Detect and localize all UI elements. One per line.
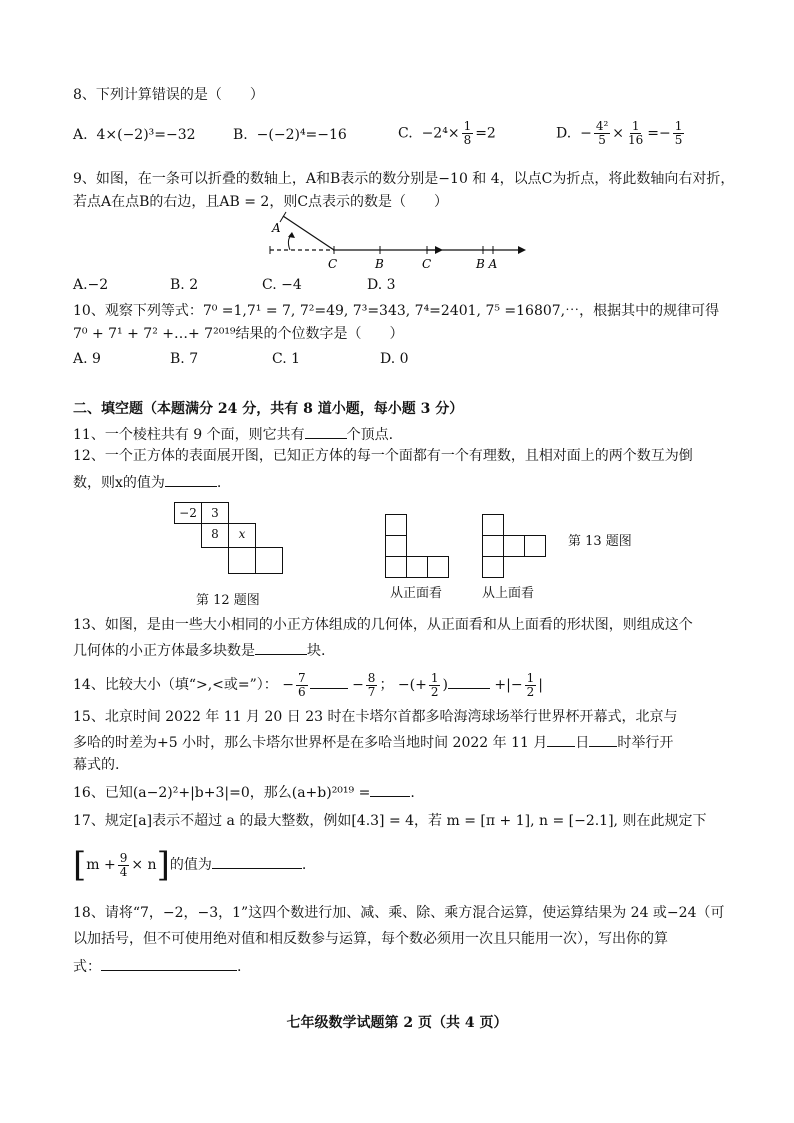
q12-answer-blank[interactable] (165, 472, 217, 487)
q10-line1: 10、观察下列等式：7⁰ =1,7¹ = 7, 7²=49, 7³=343, 7⁴=2401, 7⁵ =16807,⋯，根据其中的规律可得 (73, 303, 720, 319)
q15-line3: 幕式的. (73, 757, 120, 773)
q15-line1: 15、北京时间 2022 年 11 月 20 日 23 时在卡塔尔首都多哈海湾球场举行世界杯开幕式，北京与 (73, 709, 678, 725)
q10-option-d: D. 0 (380, 351, 409, 367)
q18-line1: 18、请将“7，−2，−3，1”这四个数进行加、减、乘、除、乘方混合运算，使运算结果为 24 或−24（可 (73, 905, 725, 921)
top-view-cell (482, 556, 504, 578)
front-view-cell (385, 556, 407, 578)
q13-caption: 第 13 题图 (568, 534, 632, 549)
q13-front-caption: 从正面看 (390, 586, 443, 601)
q17-line1: 17、规定[a]表示不超过 a 的最大整数，例如[4.3] = 4，若 m = [π + 1], n = [−2.1], 则在此规定下 (73, 813, 707, 829)
q9-option-b: B. 2 (170, 277, 199, 293)
q15-hour-blank[interactable] (589, 732, 617, 747)
q9-line2: 若点A在点B的右边，且AB = 2，则C点表示的数是（ ） (73, 194, 449, 210)
q10-option-a: A. 9 (73, 351, 101, 367)
q9-option-d: D. 3 (367, 277, 396, 293)
q8-option-a: A. 4×(−2)³=−32 (73, 127, 196, 143)
q13-top-caption: 从上面看 (482, 586, 535, 601)
front-view-cell (406, 556, 428, 578)
q9-option-a: A.−2 (73, 277, 109, 293)
q12-caption: 第 12 题图 (196, 593, 260, 608)
q12-line1: 12、一个正方体的表面展开图，已知正方体的每一个面都有一个有理数，且相对面上的两个数互为倒 (73, 448, 693, 464)
front-view-cell (385, 535, 407, 557)
q13-line2: 几何体的小正方体最多块数是 块. (73, 640, 325, 660)
q12-line2: 数，则x的值为 . (73, 472, 221, 492)
q10-line2: 7⁰ + 7¹ + 7² +…+ 7²⁰¹⁹结果的个位数字是（ ） (73, 326, 404, 342)
q9-option-c: C. −4 (262, 277, 302, 293)
q16: 16、已知(a−2)²+|b+3|=0，那么(a+b)²⁰¹⁹ = . (73, 782, 415, 802)
q9-fig-label-c: C (328, 257, 338, 271)
q8-option-c: C. −2⁴× $\frac{1}{8}$ =2 (398, 119, 496, 147)
q10-option-b: B. 7 (170, 351, 199, 367)
q8-stem: 8、下列计算错误的是（ ） (73, 87, 264, 103)
q12-net-cell-x: x (228, 523, 256, 548)
q9-figure (250, 210, 540, 272)
q13-answer-blank[interactable] (255, 640, 307, 655)
q12-net-cell (255, 547, 283, 574)
front-view-cell (385, 514, 407, 536)
q11-answer-blank[interactable] (305, 424, 347, 439)
q8-option-b: B. −(−2)⁴=−16 (233, 127, 347, 143)
q8-option-d: D. − $\frac{\text{4²}}{5}$ × $\frac{1}{16}$ =− $\frac{1}{5}$ (556, 119, 683, 147)
q14: 14、比较大小（填“>,<或=”）： − $\frac{7}{6}$ − $\frac{8}{7}$ ； −(+ $\frac{1}{2}$ ) +|− $\frac{1}{2}$ | (73, 670, 543, 699)
top-view-cell (482, 535, 504, 557)
q18-line3: 式： . (73, 956, 241, 976)
q17-line2: [m + $\frac{9}{4}$ × n]的值为 . (73, 845, 307, 885)
q13-line1: 13、如图，是由一些大小相同的小正方体组成的几何体，从正面看和从上面看的形状图，则组成这个 (73, 617, 693, 633)
q11: 11、一个棱柱共有 9 个面，则它共有 个顶点. (73, 424, 393, 444)
q9-fig-label-ba: B A (476, 257, 498, 271)
q10-option-c: C. 1 (272, 351, 301, 367)
section-2-title: 二、填空题（本题满分 24 分，共有 8 道小题，每小题 3 分） (73, 401, 464, 417)
q15-day-blank[interactable] (547, 732, 575, 747)
q14-blank-1[interactable] (310, 674, 348, 689)
q12-net-cell-8: 8 (201, 523, 229, 548)
q18-answer-blank[interactable] (101, 956, 237, 971)
q15-line2: 多哈的时差为+5 小时，那么卡塔尔世界杯是在多哈当地时间 2022 年 11 月 日 时举行开 (73, 732, 673, 752)
top-view-cell (482, 514, 504, 536)
q9-fig-label-b: B (375, 257, 384, 271)
top-view-cell (524, 535, 546, 557)
top-view-cell (503, 535, 525, 557)
q16-answer-blank[interactable] (370, 782, 410, 797)
front-view-cell (427, 556, 449, 578)
page-footer: 七年级数学试题第 2 页（共 4 页） (286, 1015, 508, 1031)
q12-net-cell (228, 547, 256, 574)
q12-net-cell-neg2: −2 (174, 502, 202, 524)
q9-line1: 9、如图，在一条可以折叠的数轴上，A和B表示的数分别是−10 和 4，以点C为折点，将此数轴向右对折， (73, 171, 735, 187)
q18-line2: 以加括号，但不可使用绝对值和相反数参与运算，每个数必须用一次且只能用一次），写出你的算 (73, 931, 668, 947)
q9-fig-label-c2: C (422, 257, 432, 271)
q9-fig-label-a: A (272, 221, 281, 235)
q17-answer-blank[interactable] (212, 854, 302, 869)
q14-blank-2[interactable] (448, 674, 490, 689)
q12-net-cell-3: 3 (201, 502, 229, 524)
